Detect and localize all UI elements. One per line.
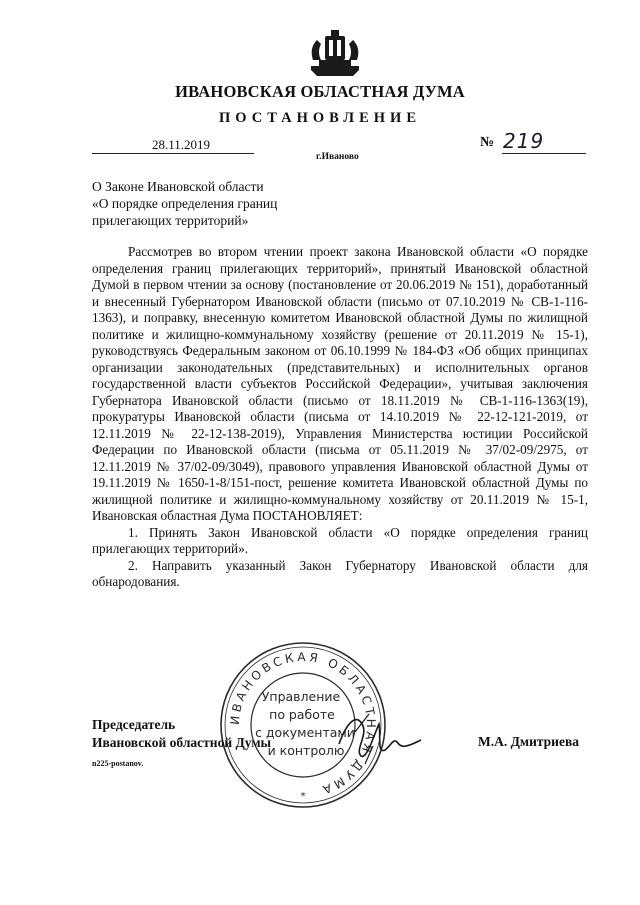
seal-star: * [300, 791, 306, 802]
signatory-title-line: Председатель [92, 717, 176, 732]
document-date-value: 28.11.2019 [151, 137, 211, 152]
document-body [92, 244, 588, 591]
document-subject [92, 178, 277, 229]
subject-line: О Законе Ивановской области [92, 179, 264, 194]
subject-line: прилегающих территорий» [92, 213, 249, 228]
organization-name: ИВАНОВСКАЯ ОБЛАСТНАЯ ДУМА [175, 82, 465, 101]
document-number: 219 [503, 129, 545, 153]
resolution-item-2: 2. Направить указанный Закон Губернатору Ивановской области для обнародования. [92, 557, 588, 589]
seal-line: Управление [261, 689, 341, 704]
resolution-item-1: 1. Принять Закон Ивановской области «О порядке определения границ прилегающих территорий». [92, 524, 588, 556]
handwritten-signature [335, 702, 425, 772]
subject-line: «О порядке определения границ [92, 196, 278, 211]
main-paragraph: Рассмотрев во втором чтении проект закона Ивановской области «О порядке определения границ прилегающих территорий», принятый Ивановской областной Думой в первом чтении за основу (постановление от 20.06.2019 № 151), доработанный и внесенный Губернатором Ивановской области (письмо от 07.10.2019 № СВ-1-116-1363), и поправку, внесенную комитетом Ивановской областной Думы по жилищной политике и жилищно-коммунальному хозяйству (решение от 20.11.2019 № 15-1), руководствуясь Федеральным законом от 06.10.1999 № 184-ФЗ «Об общих принципах организации законодательных (представительных) и исполнительных органов государственной власти субъектов Российской Федерации», учитывая заключения Губернатора Ивановской области (письмо от 18.11.2019 № СВ-1-116-1363(19), прокуратуры Ивановской области (письма от 14.10.2019 № 22-12-121-2019, от 12.11.2019 № 22-12-138-2019), Управления Министерства юстиции Российской Федерации по Ивановской области (письма от 05.11.2019 № 37/02-09/2975, от 12.11.2019 № 37/02-09/3049), правового управления Ивановской областной Думы от 19.11.2019 № 1650-1-8/151-пост, решение комитета Ивановской областной Думы по жилищной политике и жилищно-коммунальному хозяйству от 20.11.2019 № 15-1, Ивановская областная Дума ПОСТАНОВЛЯЕТ: [92, 244, 588, 523]
city-name: г.Иваново [316, 152, 359, 162]
signatory-title [92, 716, 271, 752]
document-code: n225-postanov. [92, 759, 144, 768]
document-date [92, 137, 254, 154]
number-label: № [480, 135, 495, 150]
seal-line: по работе [269, 707, 335, 722]
seal-ring-text: ИВАНОВСКАЯ ОБЛАСТНАЯ ДУМА [227, 649, 379, 798]
coat-of-arms-emblem [309, 30, 361, 76]
signatory-title-line: Ивановской областной Думы [92, 735, 272, 750]
seal-line: и контролю [267, 743, 345, 758]
seal-line: с документами [255, 725, 355, 740]
document-type-title: ПОСТАНОВЛЕНИЕ [218, 110, 421, 126]
signatory-name: М.А. Дмитриева [478, 734, 579, 749]
